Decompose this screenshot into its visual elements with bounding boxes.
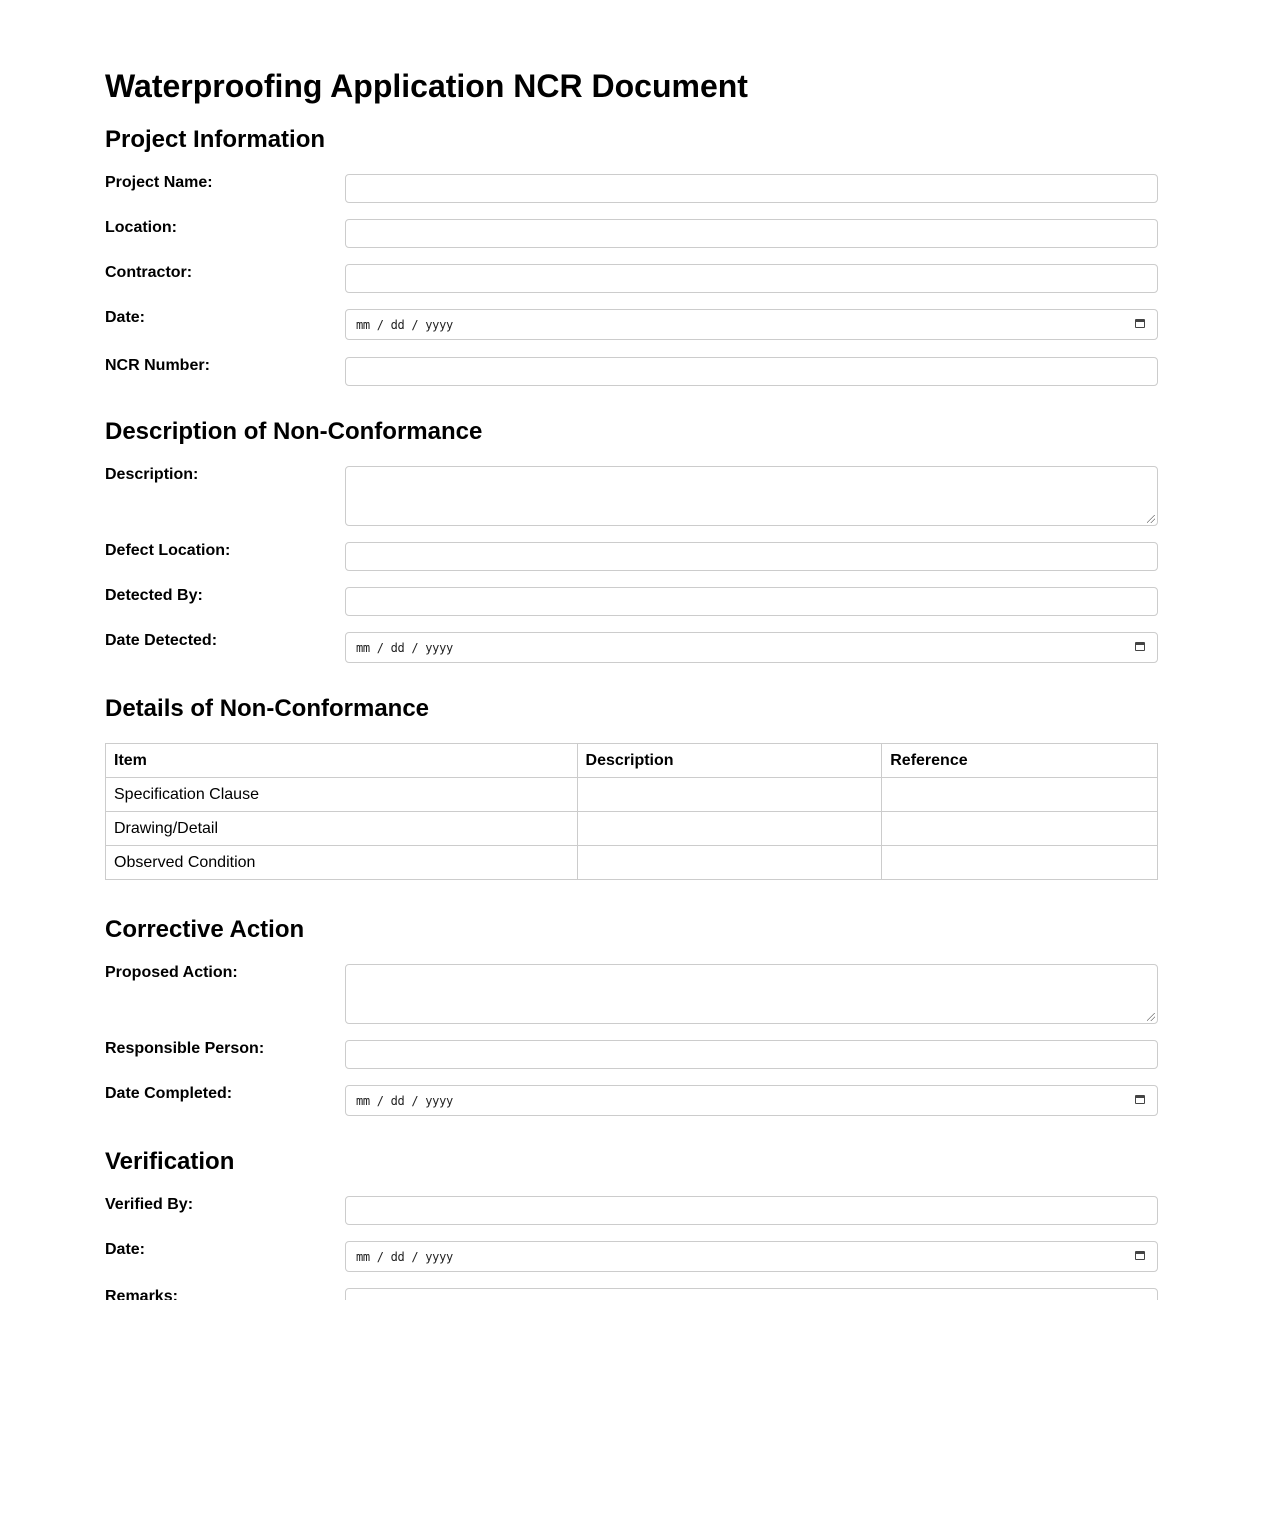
cell-reference [882,846,1158,880]
date-detected-placeholder: mm / dd / yyyy [356,641,453,655]
defect-location-label: Defect Location: [105,542,231,559]
description-label: Description: [105,466,199,483]
calendar-icon[interactable] [1135,1251,1145,1260]
responsible-person-label: Responsible Person: [105,1040,265,1057]
cell-reference [882,812,1158,846]
date-completed-label: Date Completed: [105,1085,233,1102]
verification-date-placeholder: mm / dd / yyyy [356,1250,453,1264]
date-completed-placeholder: mm / dd / yyyy [356,1094,453,1108]
section-heading-verification: Verification [105,1148,235,1175]
table-row [106,778,1158,812]
cell-reference [882,778,1158,812]
section-heading-corrective-action: Corrective Action [105,916,305,943]
verification-date-label: Date: [105,1241,146,1258]
cell-item: Specification Clause [106,778,578,812]
column-header-reference: Reference [882,744,1158,778]
cell-description [577,778,882,812]
date-input[interactable] [345,309,1158,340]
ncr-number-label: NCR Number: [105,357,210,374]
description-textarea[interactable] [345,466,1158,526]
contractor-input[interactable] [345,264,1158,293]
resize-grip-icon[interactable] [1147,1013,1155,1021]
defect-location-input[interactable] [345,542,1158,571]
table-header-row [106,744,1158,778]
location-input[interactable] [345,219,1158,248]
page-title: Waterproofing Application NCR Document [105,68,748,104]
date-placeholder: mm / dd / yyyy [356,318,453,332]
column-header-item: Item [106,744,578,778]
cell-description [577,812,882,846]
calendar-icon[interactable] [1135,319,1145,328]
detected-by-label: Detected By: [105,587,203,604]
project-name-label: Project Name: [105,174,213,191]
date-detected-input[interactable] [345,632,1158,663]
detected-by-input[interactable] [345,587,1158,616]
table-row [106,812,1158,846]
date-completed-input[interactable] [345,1085,1158,1116]
cell-item: Observed Condition [106,846,578,880]
proposed-action-textarea[interactable] [345,964,1158,1024]
remarks-label: Remarks: [105,1288,178,1300]
verification-date-input[interactable] [345,1241,1158,1272]
ncr-number-input[interactable] [345,357,1158,386]
column-header-description: Description [577,744,882,778]
location-label: Location: [105,219,177,236]
verified-by-input[interactable] [345,1196,1158,1225]
section-heading-project-information: Project Information [105,126,326,153]
project-name-input[interactable] [345,174,1158,203]
date-detected-label: Date Detected: [105,632,218,649]
details-table [105,743,1158,880]
verified-by-label: Verified By: [105,1196,194,1213]
calendar-icon[interactable] [1135,642,1145,651]
section-heading-details: Details of Non-Conformance [105,695,430,722]
proposed-action-label: Proposed Action: [105,964,238,981]
table-row [106,846,1158,880]
contractor-label: Contractor: [105,264,193,281]
cell-item: Drawing/Detail [106,812,578,846]
cell-description [577,846,882,880]
calendar-icon[interactable] [1135,1095,1145,1104]
resize-grip-icon[interactable] [1147,515,1155,523]
responsible-person-input[interactable] [345,1040,1158,1069]
remarks-textarea[interactable] [345,1288,1158,1300]
section-heading-description: Description of Non-Conformance [105,418,483,445]
date-label: Date: [105,309,146,326]
